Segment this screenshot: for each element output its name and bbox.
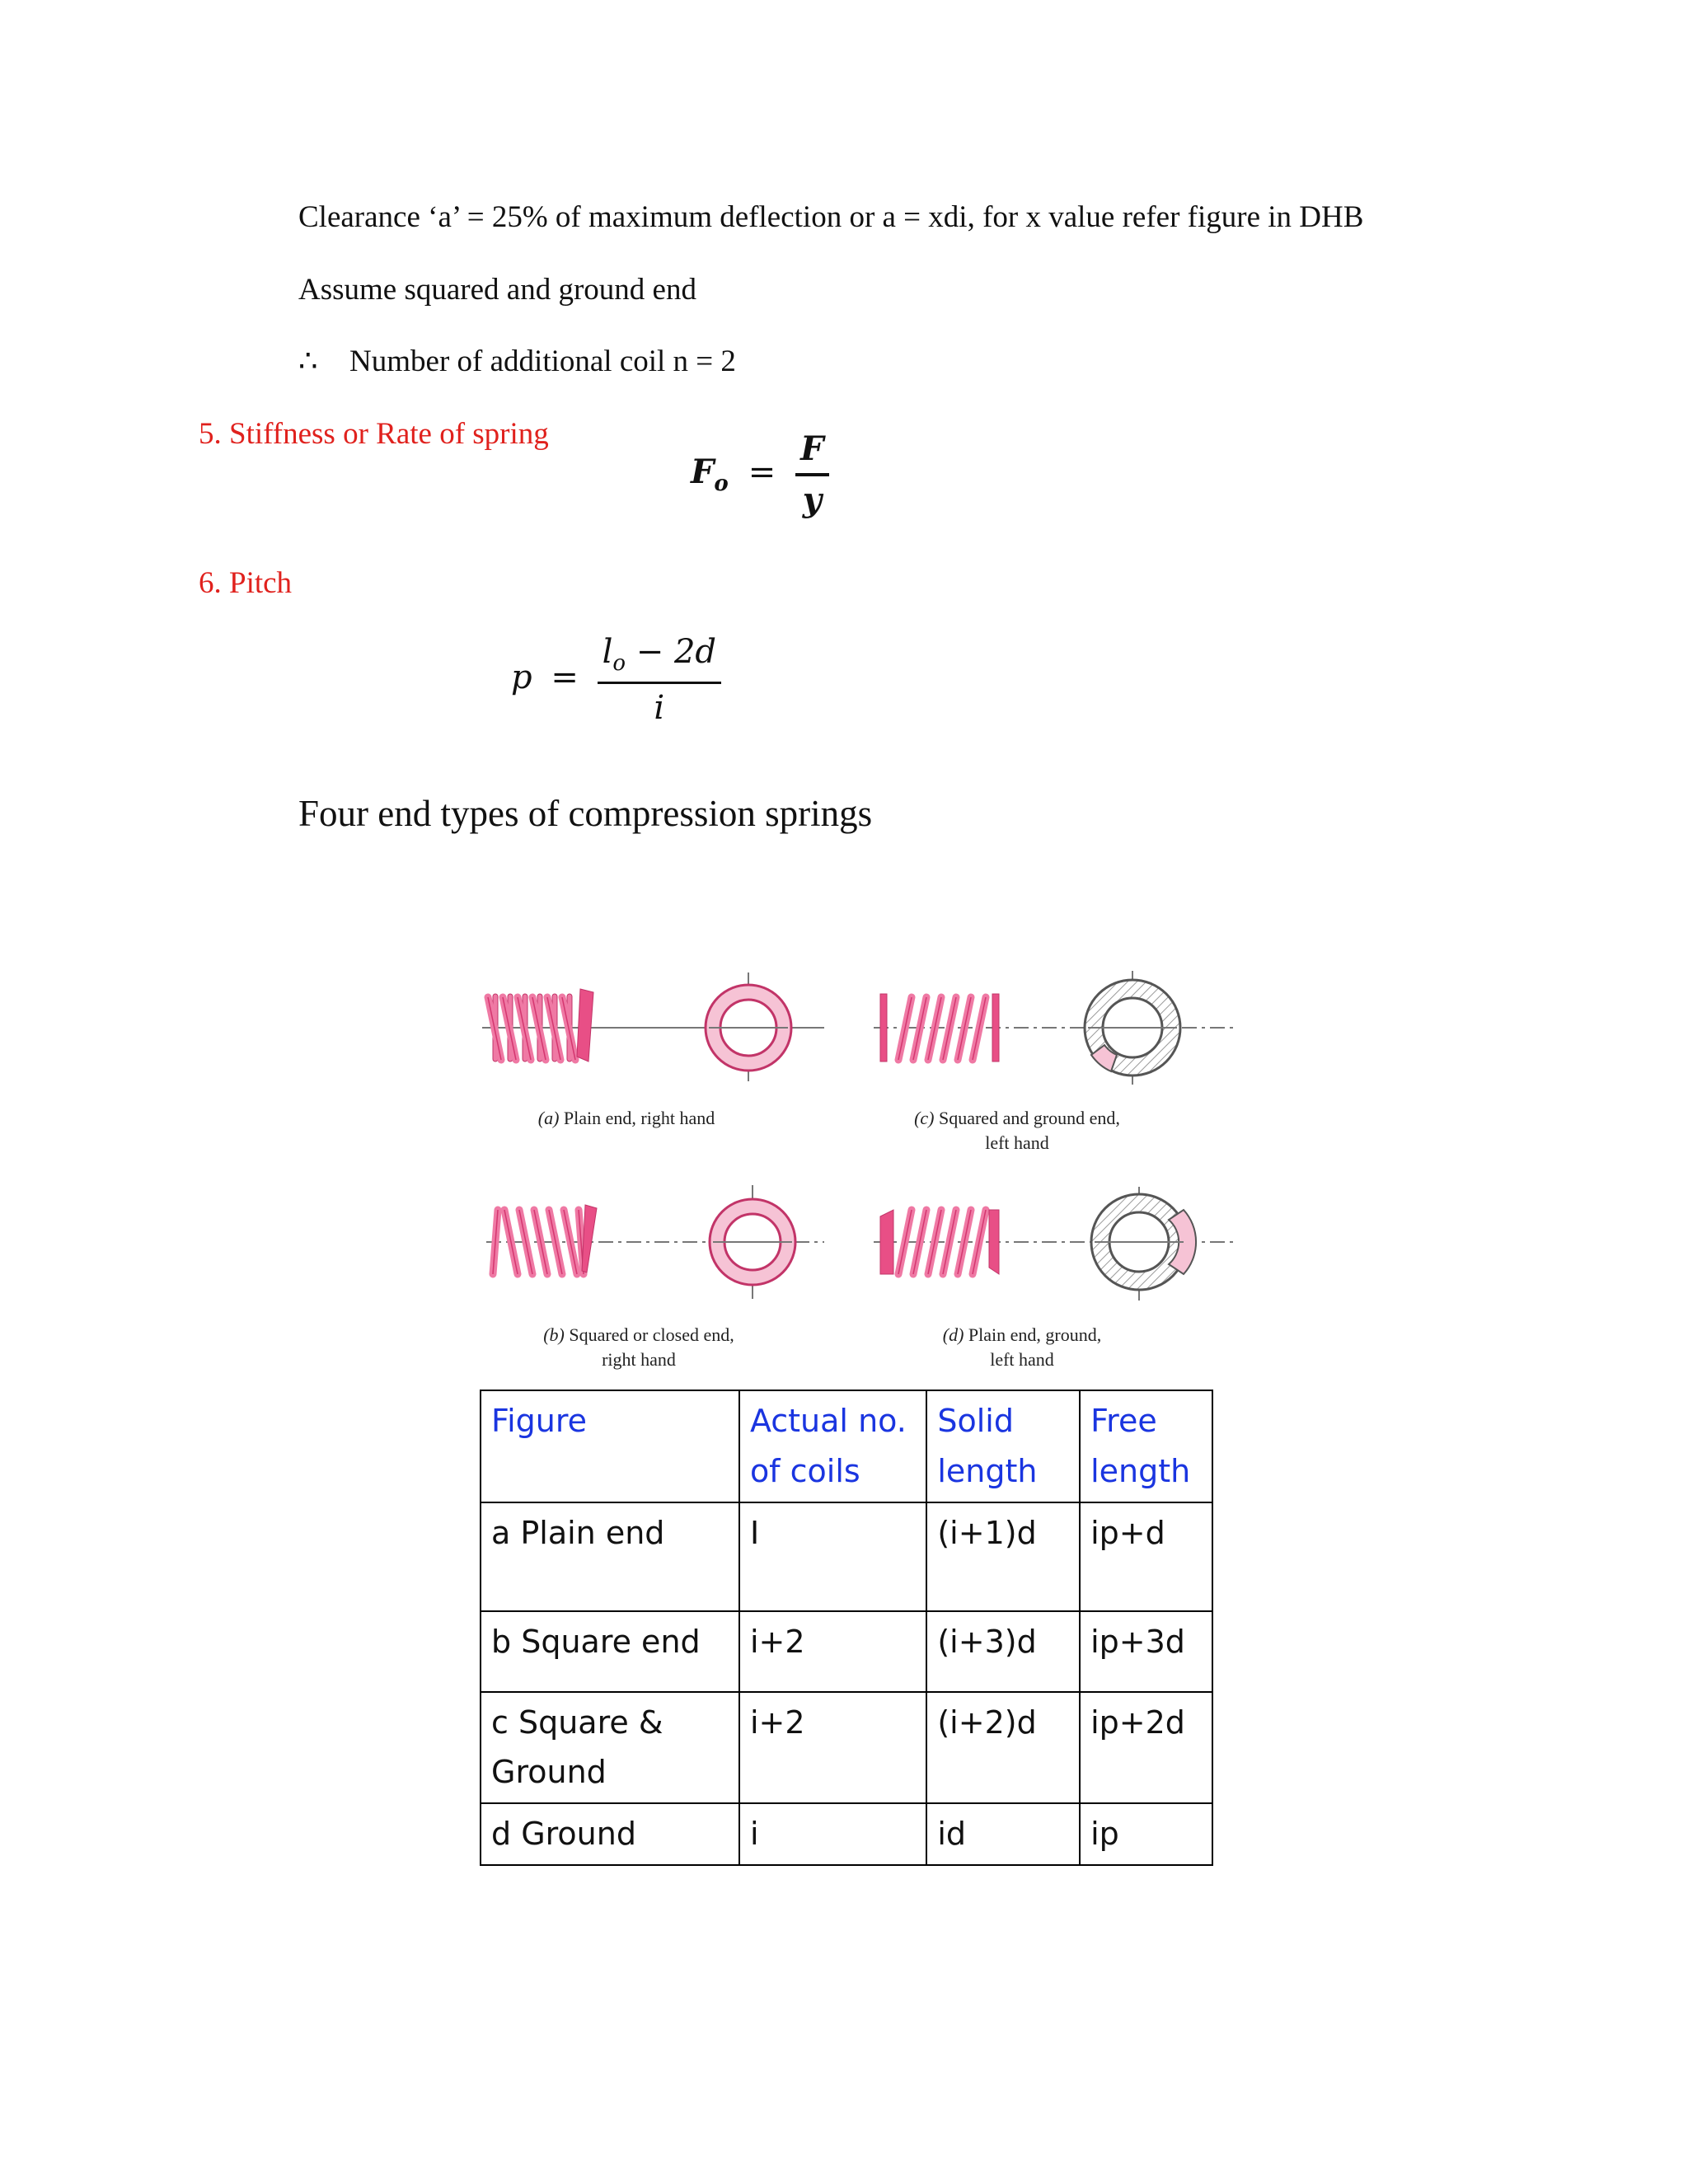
caption-c xyxy=(885,1106,1149,1155)
ring-a-end-view-icon xyxy=(706,972,791,1081)
pitch-eq-fraction xyxy=(598,633,721,727)
table-header-row xyxy=(481,1390,1212,1502)
stiffness-eq-numerator: F xyxy=(800,429,824,468)
stiffness-eq-denominator: y xyxy=(802,480,822,519)
cell-free-length: ip+2d xyxy=(1080,1692,1212,1804)
cell-free-length: ip+d xyxy=(1080,1502,1212,1611)
pitch-eq-numerator xyxy=(598,633,721,677)
caption-c-label: (c) xyxy=(914,1108,935,1128)
pitch-eq-lhs: p xyxy=(511,658,532,696)
assume-line: Assume squared and ground end xyxy=(298,273,696,307)
stiffness-equation xyxy=(691,430,829,519)
pitch-eq-num-sub: o xyxy=(612,651,626,676)
therefore-symbol: ∴ xyxy=(298,344,318,378)
cell-figure: a Plain end xyxy=(481,1502,739,1611)
pitch-eq-num-l: l xyxy=(602,633,613,671)
spring-end-types-table xyxy=(480,1390,1213,1866)
caption-b xyxy=(511,1323,767,1371)
header-solid-length: Solid length xyxy=(926,1390,1080,1502)
caption-b-label: (b) xyxy=(543,1324,565,1345)
stiffness-eq-bar xyxy=(795,473,828,476)
cell-actual-coils: I xyxy=(739,1502,926,1611)
section-pitch-heading: 6. Pitch xyxy=(199,566,293,600)
cell-free-length: ip xyxy=(1080,1803,1212,1865)
table-row xyxy=(481,1502,1212,1611)
cell-solid-length: (i+3)d xyxy=(926,1611,1080,1692)
cell-actual-coils: i+2 xyxy=(739,1611,926,1692)
caption-d-line2: left hand xyxy=(990,1348,1054,1370)
table-row xyxy=(481,1692,1212,1804)
pitch-eq-denominator: i xyxy=(654,688,665,727)
caption-d-label: (d) xyxy=(942,1324,964,1345)
caption-b-line1: Squared or closed end, xyxy=(564,1324,734,1345)
caption-d xyxy=(898,1323,1146,1371)
cell-solid-length: id xyxy=(926,1803,1080,1865)
end-types-heading: Four end types of compression springs xyxy=(298,793,873,834)
spring-end-types-figure xyxy=(462,948,1236,1385)
additional-coil-text: Number of additional coil n = 2 xyxy=(349,344,736,378)
caption-a-label: (a) xyxy=(537,1108,560,1128)
header-actual-coils: Actual no. of coils xyxy=(739,1390,926,1502)
cell-actual-coils: i xyxy=(739,1803,926,1865)
cell-figure: c Square & Ground xyxy=(481,1692,739,1804)
additional-coil-line xyxy=(298,346,736,377)
cell-solid-length: (i+2)d xyxy=(926,1692,1080,1804)
table-row xyxy=(481,1803,1212,1865)
pitch-equation xyxy=(511,633,721,727)
caption-d-line1: Plain end, ground, xyxy=(964,1324,1102,1345)
spring-c-squared-ground-icon xyxy=(874,994,1236,1062)
cell-solid-length: (i+1)d xyxy=(926,1502,1080,1611)
pitch-eq-bar xyxy=(598,682,721,684)
stiffness-eq-fraction xyxy=(795,430,828,519)
caption-a-line1: Plain end, right hand xyxy=(559,1108,715,1128)
cell-figure: d Ground xyxy=(481,1803,739,1865)
caption-a xyxy=(503,1106,750,1131)
header-figure: Figure xyxy=(481,1390,739,1502)
clearance-line: Clearance ‘a’ = 25% of maximum deflection or a = xdi, for x value refer figure in DHB xyxy=(298,200,1364,234)
cell-free-length: ip+3d xyxy=(1080,1611,1212,1692)
cell-figure: b Square end xyxy=(481,1611,739,1692)
stiffness-eq-lhs-sub: o xyxy=(714,471,729,496)
pitch-eq-equals: = xyxy=(551,658,579,696)
stiffness-eq-lhs: F xyxy=(691,452,715,491)
header-free-length: Free length xyxy=(1080,1390,1212,1502)
cell-actual-coils: i+2 xyxy=(739,1692,926,1804)
section-stiffness-heading: 5. Stiffness or Rate of spring xyxy=(199,417,549,451)
pitch-eq-num-rest: − 2d xyxy=(626,633,717,671)
caption-c-line2: left hand xyxy=(985,1132,1049,1153)
caption-b-line2: right hand xyxy=(602,1348,676,1370)
table-row xyxy=(481,1611,1212,1692)
stiffness-eq-equals: = xyxy=(748,453,776,491)
ring-b-end-view-icon xyxy=(710,1185,795,1299)
ring-c-end-view-icon xyxy=(1085,971,1180,1085)
spring-figure-svg xyxy=(462,948,1236,1385)
caption-c-line1: Squared and ground end, xyxy=(934,1108,1120,1128)
ring-d-end-view-icon xyxy=(1091,1187,1196,1301)
